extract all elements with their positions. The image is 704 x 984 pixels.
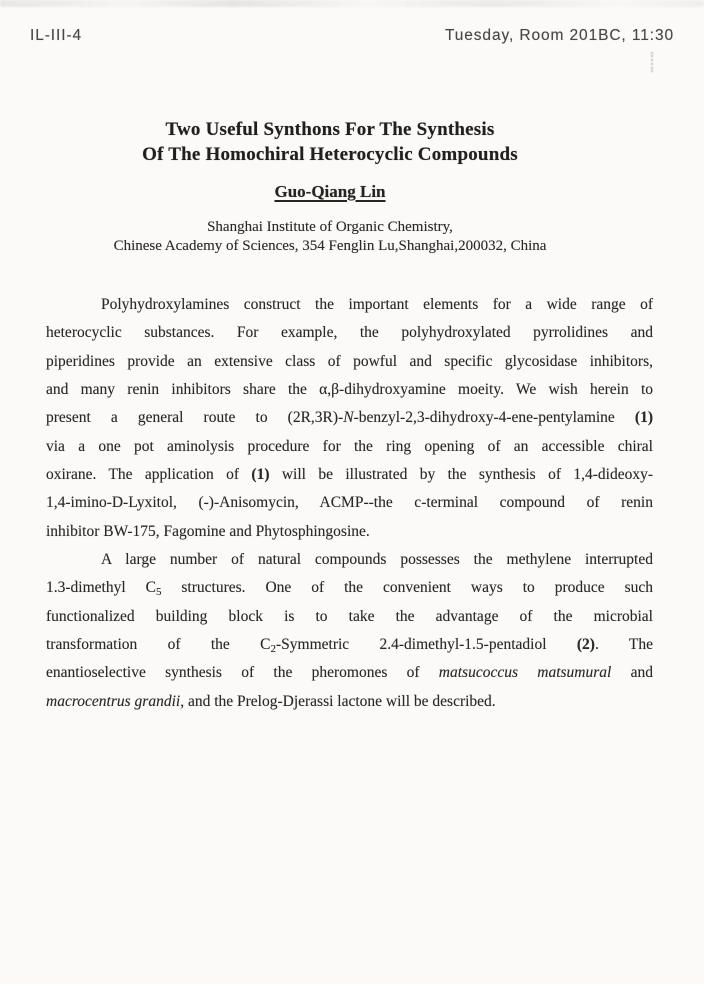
abstract-line: functionalized building block is to take the advantage of the microbial — [46, 607, 653, 625]
affiliation-line-2: Chinese Academy of Sciences, 354 Fenglin Lu,Shanghai,200032, China — [113, 237, 547, 254]
abstract-line: piperidines provide an extensive class of powful and specific glycosidase inhibitors, — [46, 352, 653, 370]
abstract-line: transformation of the $C_2$-Symmetric 2.4-dimethyl-1.5-pentadiol (2). The — [46, 636, 653, 656]
abstract-line: enantioselective synthesis of the pheromones of matsucoccus matsumural and — [46, 664, 653, 682]
abstract-line: heterocyclic substances. For example, the polyhydroxylated pyrrolidines and — [46, 324, 653, 342]
scan-edge-artifact — [0, 0, 704, 7]
paper-title — [0, 117, 660, 167]
session-code: IL-III-4 — [30, 27, 82, 44]
scan-speck-artifact — [651, 52, 653, 72]
page-header — [30, 27, 674, 45]
abstract-line: and many renin inhibitors share the α,β-dihydroxyamine moeity. We wish herein to — [46, 381, 653, 399]
abstract-body — [46, 291, 653, 716]
abstract-line: via a one pot aminolysis procedure for the ring opening of an accessible chiral — [46, 437, 653, 455]
affiliation — [0, 218, 660, 255]
abstract-line: 1.3-dimethyl $C_5$ structures. One of the convenient ways to produce such — [46, 579, 653, 599]
title-line-1: Two Useful Synthons For The Synthesis — [165, 119, 495, 140]
abstract-line: 1,4-imino-D-Lyxitol, (-)-Anisomycin, ACMP--the c-terminal compound of renin — [46, 494, 653, 512]
affiliation-line-1: Shanghai Institute of Organic Chemistry, — [207, 219, 453, 235]
abstract-line: A large number of natural compounds possesses the methylene interrupted — [101, 551, 653, 569]
abstract-line: Polyhydroxylamines construct the important elements for a wide range of — [101, 296, 653, 313]
abstract-line: inhibitor BW-175, Fagomine and Phytosphingosine. — [46, 522, 370, 540]
author-name: Guo-Qiang Lin — [274, 182, 386, 201]
session-schedule: Tuesday, Room 201BC, 11:30 — [444, 27, 674, 44]
abstract-line: macrocentrus grandii, and the Prelog-Djerassi lactone will be described. — [46, 692, 496, 710]
title-line-2: Of The Homochiral Heterocyclic Compounds — [142, 144, 518, 165]
abstract-line: oxirane. The application of (1) will be illustrated by the synthesis of 1,4-dideoxy- — [46, 466, 653, 484]
abstract-line: present a general route to (2R,3R)-N-benzyl-2,3-dihydroxy-4-ene-pentylamine (1) — [46, 409, 653, 427]
